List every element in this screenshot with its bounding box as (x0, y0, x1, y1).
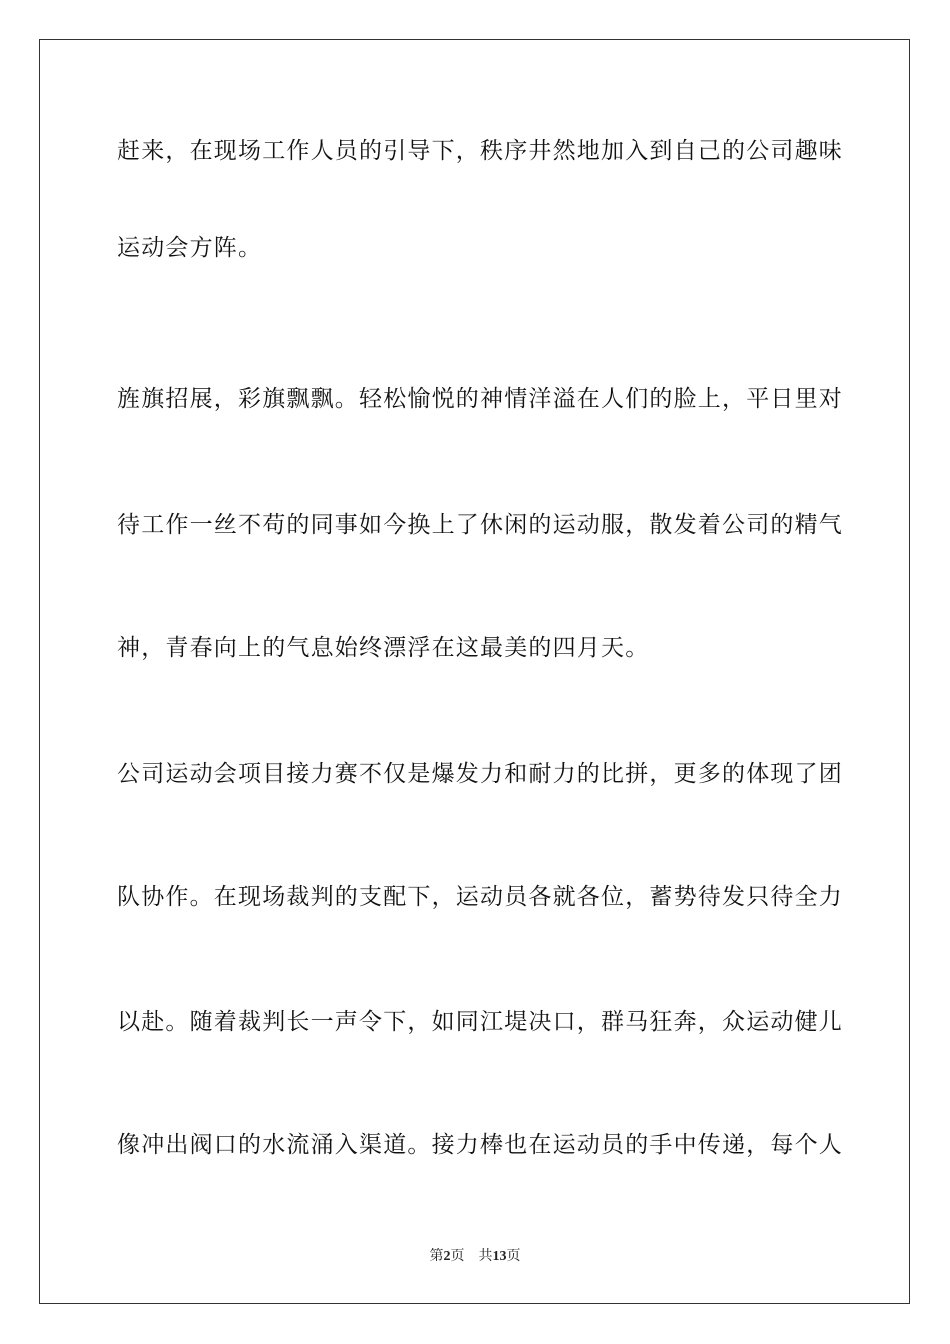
body-text-line: 待工作一丝不苟的同事如今换上了休闲的运动服，散发着公司的精气 (117, 512, 843, 538)
body-text-line: 像冲出阀口的水流涌入渠道。接力棒也在运动员的手中传递，每个人 (117, 1132, 843, 1158)
body-text-line: 公司运动会项目接力赛不仅是爆发力和耐力的比拼，更多的体现了团 (117, 761, 843, 787)
body-text-line: 赶来，在现场工作人员的引导下，秩序井然地加入到自己的公司趣味 (117, 138, 843, 164)
page-footer (0, 1247, 950, 1266)
total-suffix: 页 (506, 1248, 521, 1264)
page-prefix: 第 (429, 1248, 444, 1264)
page-number: 2 (443, 1249, 451, 1264)
total-prefix: 共 (478, 1248, 493, 1264)
body-text-line: 运动会方阵。 (117, 235, 263, 261)
body-text-line: 以赴。随着裁判长一声令下，如同江堤决口，群马狂奔，众运动健儿 (117, 1009, 843, 1035)
body-text-line: 队协作。在现场裁判的支配下，运动员各就各位，蓄势待发只待全力 (117, 884, 843, 910)
page-border (39, 39, 910, 1304)
total-pages: 13 (492, 1249, 507, 1264)
body-text-line: 旌旗招展，彩旗飘飘。轻松愉悦的神情洋溢在人们的脸上，平日里对 (117, 386, 843, 412)
body-text-line: 神，青春向上的气息始终漂浮在这最美的四月天。 (117, 635, 650, 661)
page-suffix: 页 (450, 1248, 465, 1264)
